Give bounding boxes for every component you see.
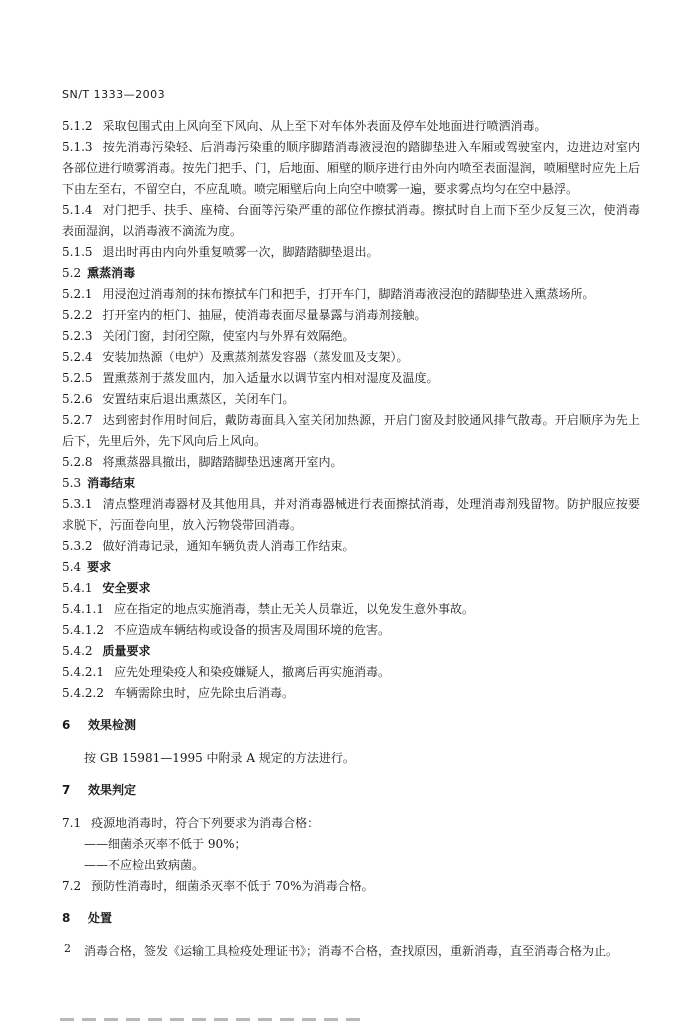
clause-number: 5.2.1 [62,287,93,301]
section-6-heading [62,715,640,736]
section-number: 7 [62,783,71,797]
section-8-text: 消毒合格，签发《运输工具检疫处理证书》；消毒不合格，查找原因，重新消毒，直至消毒合格为止。 [84,944,619,958]
section-title: 效果判定 [88,783,137,797]
clause [62,662,640,683]
clause-7-1 [62,813,640,834]
clause [62,389,640,410]
clause-number: 5.4.2 [62,644,93,658]
clause-text: 退出时再由内向外重复喷雾一次，脚踏踏脚垫退出。 [102,245,379,259]
clause-text: 车辆需除虫时，应先除虫后消毒。 [113,686,294,700]
clause-number: 7.1 [62,816,82,830]
section-6-text: 按 GB 15981—1995 中附录 A 规定的方法进行。 [84,751,355,765]
scan-artifact [60,1018,360,1021]
clause-number: 5.2.5 [62,371,93,385]
section-title: 效果检测 [88,718,137,732]
clause-text: 不应造成车辆结构或设备的损害及周围环境的危害。 [113,623,390,637]
clause-number: 5.4.1.1 [62,602,104,616]
section-title: 处置 [88,911,113,925]
clause [62,536,640,557]
clause-text: 安装加热源（电炉）及熏蒸剂蒸发容器（蒸发皿及支架）。 [102,350,409,364]
clause-text: 置熏蒸剂于蒸发皿内，加入适量水以调节室内相对湿度及温度。 [102,371,439,385]
clause-text: 用浸泡过消毒剂的抹布擦拭车门和把手，打开车门，脚踏消毒液浸泡的踏脚垫进入熏蒸场所。 [102,287,595,301]
clause-number: 5.3.2 [62,539,93,553]
clause [62,137,640,200]
clause [62,599,640,620]
clause-number: 5.1.4 [62,203,93,217]
clause-text: 按先消毒污染轻、后消毒污染重的顺序脚踏消毒液浸泡的踏脚垫进入车厢或驾驶室内，边进边对室内各部位进行喷雾消毒。按先门把手、门，后地面、厢壁的顺序进行由外向内喷至表面湿润，喷厢壁时应先上后下由左至右，不留空白，不应乱喷。喷完厢壁后向上向空中喷雾一遍，要求雾点均匀在空中悬浮。 [62,140,640,196]
clause-number: 5.2.7 [62,413,93,427]
section-8-heading [62,908,640,929]
page-number: 2 [64,942,71,955]
clause-number: 5.4 [62,560,82,574]
clause [62,410,640,452]
clause-text: 采取包围式由上风向至下风向、从上至下对车体外表面及停车处地面进行喷洒消毒。 [102,119,547,133]
clause [62,284,640,305]
clause-number: 5.2.2 [62,308,93,322]
clause-text: 熏蒸消毒 [87,266,136,280]
clause [62,683,640,704]
clause-text: 应先处理染疫人和染疫嫌疑人，撤离后再实施消毒。 [113,665,390,679]
document-body [62,116,640,962]
document-code: SN/T 1333—2003 [62,88,166,101]
clause [62,368,640,389]
clause-text: 达到密封作用时间后，戴防毒面具入室关闭加热源，开启门窗及封胶通风排气散毒。开启顺序为先上后下，先里后外，先下风向后上风向。 [62,413,640,448]
clause [62,620,640,641]
clause-number: 5.2.3 [62,329,93,343]
clause-heading [62,263,640,284]
clause-number: 5.4.2.2 [62,686,104,700]
section-number: 6 [62,718,71,732]
clause-7-2 [62,876,640,897]
clause-heading [62,641,640,662]
clause-heading [62,578,640,599]
clause-number: 5.2.4 [62,350,93,364]
clause-text: 安全要求 [102,581,151,595]
clause [62,242,640,263]
clause-number: 5.2.8 [62,455,93,469]
clause-text: 将熏蒸器具撤出，脚踏踏脚垫迅速离开室内。 [102,455,343,469]
clause-number: 5.4.2.1 [62,665,104,679]
clause-number: 5.2 [62,266,82,280]
clause-number: 5.4.1.2 [62,623,104,637]
dash-item: ——细菌杀灭率不低于 90%； [84,837,247,851]
clause-text: 清点整理消毒器材及其他用具，并对消毒器械进行表面擦拭消毒，处理消毒剂残留物。防护服应按要求脱下，污面卷向里，放入污物袋带回消毒。 [62,497,640,532]
section-7-heading [62,780,640,801]
clause [62,305,640,326]
clause-number: 5.1.2 [62,119,93,133]
clause-text: 对门把手、扶手、座椅、台面等污染严重的部位作擦拭消毒。擦拭时自上而下至少反复三次，使消毒表面湿润，以消毒液不滴流为度。 [62,203,640,238]
clause-number: 7.2 [62,879,82,893]
clause-text: 质量要求 [102,644,151,658]
clause-text: 应在指定的地点实施消毒，禁止无关人员靠近，以免发生意外事故。 [113,602,474,616]
clause-text: 做好消毒记录，通知车辆负责人消毒工作结束。 [102,539,355,553]
clause-list [62,116,640,704]
clause [62,347,640,368]
clause-text: 疫源地消毒时，符合下列要求为消毒合格： [91,816,320,830]
clause-number: 5.1.5 [62,245,93,259]
clause-text: 关闭门窗，封闭空隙，使室内与外界有效隔绝。 [102,329,355,343]
clause-text: 要求 [87,560,112,574]
dash-item: ——不应检出致病菌。 [84,858,205,872]
section-number: 8 [62,911,71,925]
clause [62,326,640,347]
clause-number: 5.2.6 [62,392,93,406]
clause-heading [62,557,640,578]
clause-number: 5.1.3 [62,140,93,154]
clause-text: 安置结束后退出熏蒸区，关闭车门。 [102,392,295,406]
clause-text: 打开室内的柜门、抽屉，使消毒表面尽量暴露与消毒剂接触。 [102,308,427,322]
clause-text: 消毒结束 [87,476,136,490]
clause [62,452,640,473]
clause-text: 预防性消毒时，细菌杀灭率不低于 70%为消毒合格。 [91,879,374,893]
clause-heading [62,473,640,494]
clause [62,494,640,536]
clause-number: 5.3 [62,476,82,490]
clause [62,200,640,242]
clause-number: 5.3.1 [62,497,93,511]
clause [62,116,640,137]
clause-number: 5.4.1 [62,581,93,595]
